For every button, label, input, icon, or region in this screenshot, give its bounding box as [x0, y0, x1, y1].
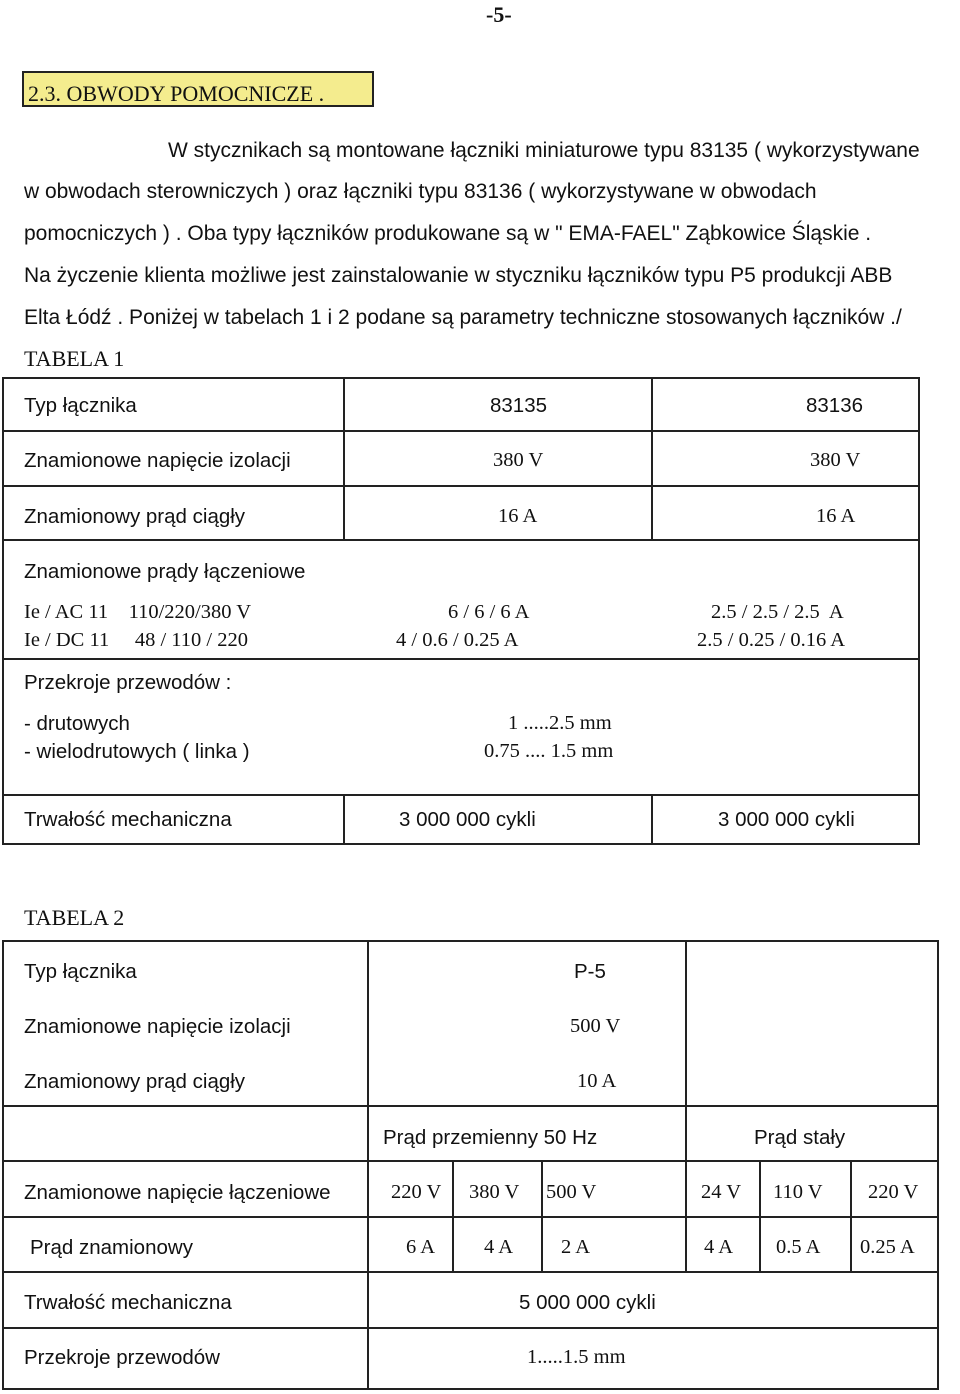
t1-cross-label: Przekroje przewodów : [24, 671, 232, 694]
t1-current-b: 16 A [816, 505, 856, 527]
t2-voltage-dc-1: 24 V [701, 1181, 742, 1203]
table1-row-divider-4 [2, 658, 920, 660]
table1-row-divider-5 [2, 794, 920, 796]
t2-current-ac-3: 2 A [561, 1236, 591, 1258]
paragraph-line-3: pomocniczych ) . Oba typy łączników produkowane są w " EMA-FAEL" Ząbkowice Śląskie . [24, 222, 872, 245]
t2-voltage-ac-3: 500 V [546, 1181, 597, 1203]
table1-col-divider-3 [343, 794, 345, 845]
t1-insulation-label: Znamionowe napięcie izolacji [24, 449, 291, 472]
table1-col-divider-2 [651, 377, 653, 541]
table1-row-divider-1 [2, 430, 920, 432]
t2-type-label: Typ łącznika [24, 960, 137, 983]
t2-insulation-label: Znamionowe napięcie izolacji [24, 1015, 291, 1038]
t1-type-a: 83135 [490, 394, 548, 417]
t2-cross-label: Przekroje przewodów [24, 1346, 220, 1369]
table2-row-divider-2 [2, 1160, 939, 1162]
t2-type-value: P-5 [574, 960, 606, 983]
paragraph-line-2: w obwodach sterowniczych ) oraz łączniki typu 83136 ( wykorzystywane w obwodach [24, 180, 817, 203]
t2-durability-label: Trwałość mechaniczna [24, 1291, 232, 1314]
t2-insulation-value: 500 V [570, 1015, 621, 1037]
t2-current-ac-2: 4 A [484, 1236, 514, 1258]
t2-current-label: Znamionowy prąd ciągły [24, 1070, 246, 1093]
table2-row-divider-5 [2, 1327, 939, 1329]
t2-voltage-ac-1: 220 V [391, 1181, 442, 1203]
table2-row-divider-3 [2, 1216, 939, 1218]
page-number: -5- [486, 2, 512, 27]
t1-dc-label: Ie / DC 11 48 / 110 / 220 [24, 629, 248, 651]
section-heading-text: 2.3. OBWODY POMOCNICZE . [28, 81, 325, 106]
t2-ac-header: Prąd przemienny 50 Hz [383, 1126, 598, 1149]
t1-type-b: 83136 [806, 394, 864, 417]
table2-row-divider-4 [2, 1271, 939, 1273]
t2-cross-value: 1.....1.5 mm [527, 1346, 626, 1368]
t2-current-dc-3: 0.25 A [860, 1236, 915, 1258]
t1-durability-a: 3 000 000 cykli [399, 808, 536, 831]
table2-border [2, 940, 939, 1390]
t1-insulation-a: 380 V [493, 449, 544, 471]
paragraph-line-5: Elta Łódź . Poniżej w tabelach 1 i 2 podane są parametry techniczne stosowanych łączników ./ [24, 306, 902, 329]
section-heading [22, 71, 374, 107]
t1-ac-a: 6 / 6 / 6 A [448, 601, 530, 623]
table2-row-divider-1 [2, 1105, 939, 1107]
table1-col-divider-4 [651, 794, 653, 845]
t1-durability-label: Trwałość mechaniczna [24, 808, 232, 831]
table1-col-divider-1 [343, 377, 345, 541]
t2-rated-current-label: Prąd znamionowy [30, 1236, 193, 1259]
paragraph-line-1: W stycznikach są montowane łączniki miniaturowe typu 83135 ( wykorzystywane [168, 139, 920, 162]
table2-col-divider-main [367, 940, 369, 1390]
t1-current-a: 16 A [498, 505, 538, 527]
t1-solid-label: - drutowych [24, 712, 130, 735]
t2-switching-label: Znamionowe napięcie łączeniowe [24, 1181, 331, 1204]
paragraph-line-4: Na życzenie klienta możliwe jest zainstalowanie w styczniku łączników typu P5 produkcji ABB [24, 264, 893, 287]
t1-dc-b: 2.5 / 0.25 / 0.16 A [697, 629, 846, 651]
t2-dc-header: Prąd stały [754, 1126, 846, 1149]
t2-current-ac-1: 6 A [406, 1236, 436, 1258]
t2-durability-value: 5 000 000 cykli [519, 1291, 656, 1314]
t1-durability-b: 3 000 000 cykli [718, 808, 855, 831]
t2-voltage-ac-2: 380 V [469, 1181, 520, 1203]
t2-current-dc-2: 0.5 A [776, 1236, 821, 1258]
t1-type-label: Typ łącznika [24, 394, 137, 417]
table1-label: TABELA 1 [24, 346, 125, 371]
t1-ac-label: Ie / AC 11 110/220/380 V [24, 601, 252, 623]
table1-row-divider-2 [2, 485, 920, 487]
table2-label: TABELA 2 [24, 905, 125, 930]
t1-insulation-b: 380 V [810, 449, 861, 471]
t1-dc-a: 4 / 0.6 / 0.25 A [396, 629, 519, 651]
t2-voltage-dc-2: 110 V [773, 1181, 823, 1203]
t1-stranded-value: 0.75 .... 1.5 mm [484, 740, 614, 762]
t2-current-dc-1: 4 A [704, 1236, 734, 1258]
t1-switching-label: Znamionowe prądy łączeniowe [24, 560, 306, 583]
t1-solid-value: 1 .....2.5 mm [508, 712, 612, 734]
t1-stranded-label: - wielodrutowych ( linka ) [24, 740, 250, 763]
t1-ac-b: 2.5 / 2.5 / 2.5 A [711, 601, 844, 623]
t2-current-value: 10 A [577, 1070, 617, 1092]
t1-current-label: Znamionowy prąd ciągły [24, 505, 246, 528]
table1-row-divider-3 [2, 539, 920, 541]
t2-voltage-dc-3: 220 V [868, 1181, 919, 1203]
